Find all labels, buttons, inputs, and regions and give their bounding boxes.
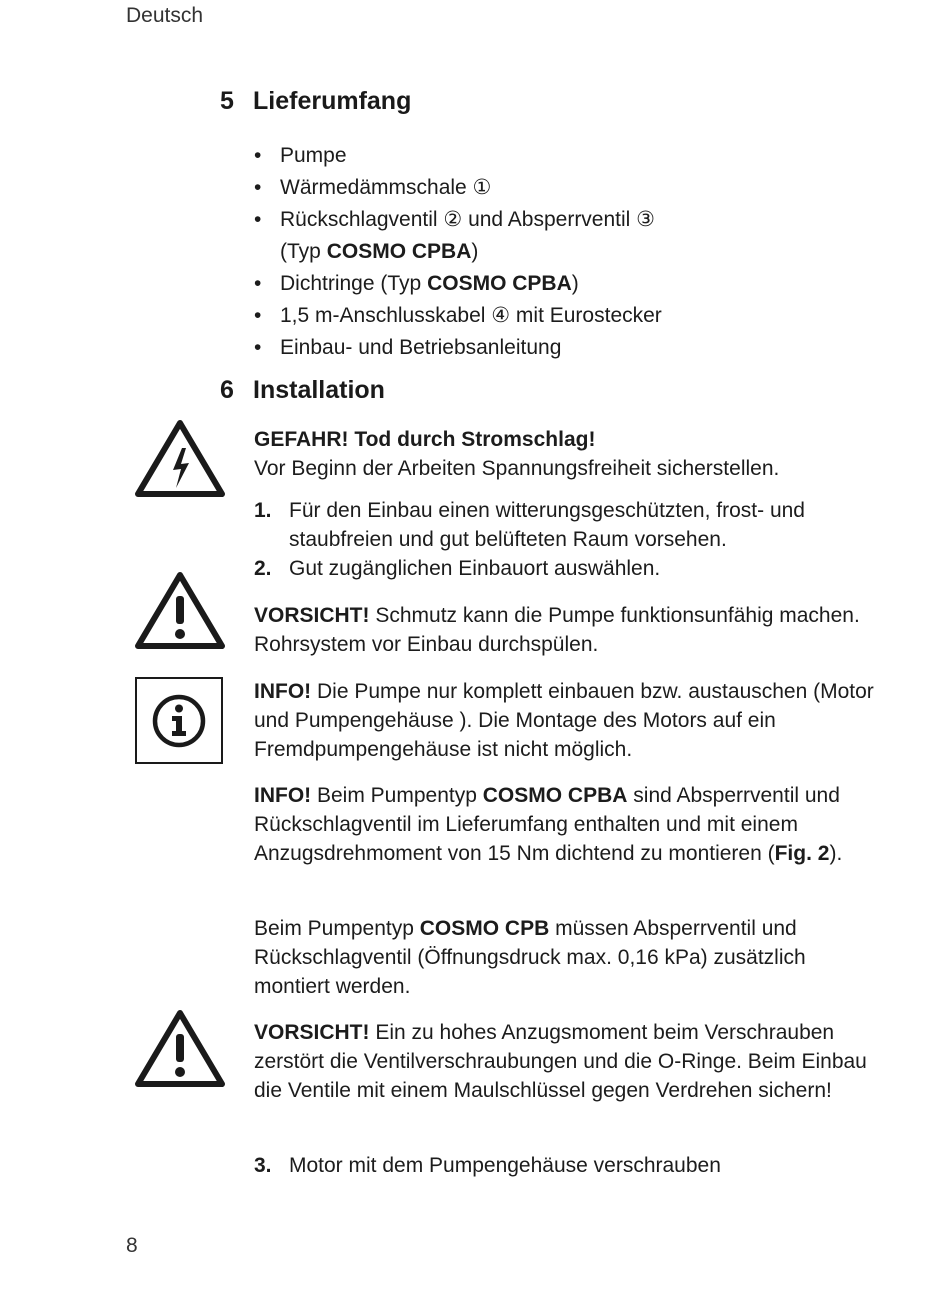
- info-text: sind Absperrventil und Rückschlagventil im Lieferumfang enthalten und mit einem Anzugsdrehmoment von 15 Nm dichtend zu montieren (: [254, 784, 840, 865]
- electric-hazard-icon: [134, 418, 226, 498]
- step-text: Gut zugänglichen Einbauort auswählen.: [289, 557, 661, 580]
- page-number: 8: [126, 1234, 138, 1257]
- warning-triangle-icon: [134, 1008, 226, 1088]
- danger-notice: [254, 425, 884, 483]
- danger-title: GEFAHR! Tod durch Stromschlag!: [254, 428, 596, 451]
- list-item-text: ): [471, 240, 479, 263]
- list-item-text: Einbau- und Betriebsanleitung: [280, 336, 562, 359]
- info-circle-icon: [151, 693, 207, 749]
- section-6-title: Installation: [253, 376, 385, 404]
- list-item-text: Wärmedämmschale ①: [280, 176, 492, 199]
- list-item: [254, 1151, 874, 1180]
- info-text: müssen Absperrventil und Rückschlagventil (Öffnungsdruck max. 0,16 kPa) zusätzlich montiert werden.: [254, 917, 806, 998]
- info-icon: [135, 677, 223, 764]
- danger-text: Vor Beginn der Arbeiten Spannungsfreiheit sicherstellen.: [254, 457, 780, 480]
- info-text: ).: [829, 842, 843, 865]
- scope-of-delivery-list: [254, 140, 894, 364]
- figure-reference: Fig. 2: [774, 842, 830, 865]
- caution-text: Schmutz kann die Pumpe funktionsunfähig machen. Rohrsystem vor Einbau durchspülen.: [254, 604, 860, 656]
- info-notice-1: [254, 677, 884, 764]
- list-item: [254, 268, 894, 300]
- product-type: COSMO CPBA: [427, 272, 572, 295]
- info-text: Beim Pumpentyp: [311, 784, 483, 807]
- list-item-text: Dichtringe (Typ: [280, 272, 428, 295]
- step-text: Für den Einbau einen witterungsgeschützten, frost- und staubfreien und gut belüfteten Raum vorsehen.: [289, 499, 805, 551]
- section-6-number: 6: [220, 376, 234, 404]
- info-label: INFO!: [254, 680, 312, 703]
- list-item-text: Pumpe: [280, 144, 347, 167]
- warning-triangle-icon: [134, 570, 226, 650]
- step-number: 3.: [254, 1154, 272, 1177]
- info-text: Beim Pumpentyp: [254, 917, 420, 940]
- product-type: COSMO CPBA: [482, 784, 628, 807]
- section-6-heading: [220, 376, 385, 405]
- info-notice-3: [254, 914, 884, 1001]
- list-item: [254, 140, 894, 172]
- caution-text: Ein zu hohes Anzugsmoment beim Verschrauben zerstört die Ventilverschraubungen und die O-Ringe. Beim Einbau die Ventile mit einem Maulschlüssel gegen Verdrehen sichern!: [254, 1021, 867, 1102]
- info-notice-2: [254, 781, 884, 868]
- installation-steps-continued: [254, 1151, 874, 1180]
- list-item-text: 1,5 m-Anschlusskabel ④ mit Eurostecker: [280, 304, 662, 327]
- step-number: 1.: [254, 499, 272, 522]
- section-5-heading: [220, 87, 411, 116]
- section-5-number: 5: [220, 87, 234, 115]
- list-item: [254, 554, 874, 583]
- list-item: [254, 332, 894, 364]
- caution-label: VORSICHT!: [254, 604, 370, 627]
- list-item: [254, 172, 894, 204]
- section-5-title: Lieferumfang: [253, 87, 412, 115]
- info-text: Die Pumpe nur komplett einbauen bzw. austauschen (Motor und Pumpengehäuse ). Die Montage des Motors auf ein Fremdpumpengehäuse ist nicht möglich.: [254, 680, 874, 761]
- list-item-text: ): [571, 272, 579, 295]
- list-item: [254, 300, 894, 332]
- list-item-text: (Typ: [280, 240, 327, 263]
- list-item: [254, 496, 874, 554]
- caution-label: VORSICHT!: [254, 1021, 370, 1044]
- caution-notice: [254, 601, 884, 659]
- step-text: Motor mit dem Pumpengehäuse verschrauben: [289, 1154, 721, 1177]
- product-type: COSMO CPB: [419, 917, 550, 940]
- caution-notice-2: [254, 1018, 884, 1105]
- header-language: Deutsch: [126, 4, 204, 27]
- info-label: INFO!: [254, 784, 312, 807]
- list-item-text: • Rückschlagventil ② und Absperrventil ③: [280, 208, 655, 231]
- installation-steps: [254, 496, 874, 583]
- product-type: COSMO CPBA: [326, 240, 472, 263]
- list-item: [254, 204, 894, 268]
- step-number: 2.: [254, 557, 272, 580]
